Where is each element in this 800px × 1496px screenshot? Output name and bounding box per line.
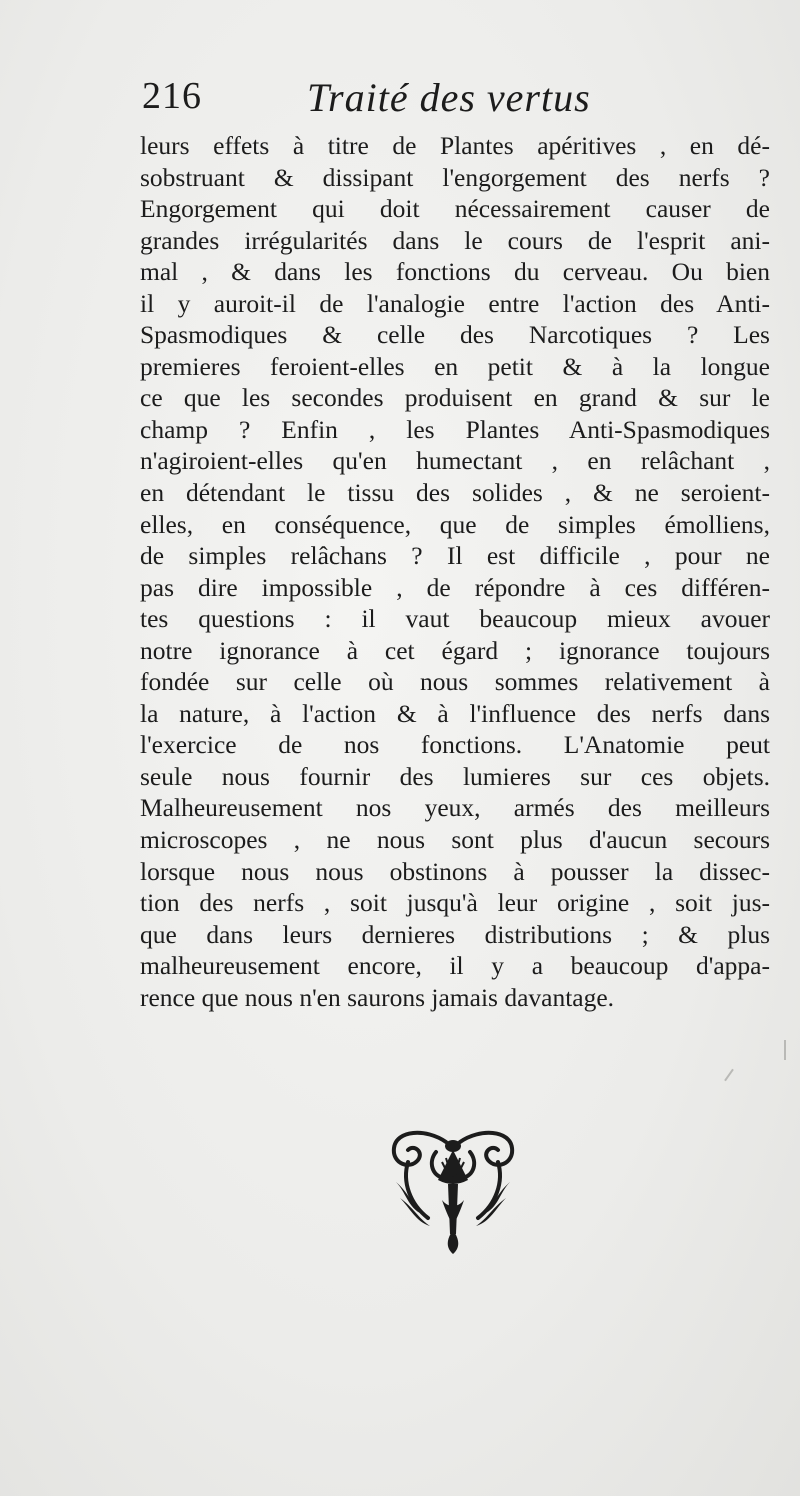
running-title: Traité des vertus	[307, 75, 591, 120]
text-line: rence que nous n'en saurons jamais davantage.	[140, 982, 615, 1012]
text-line: lorsque nous nous obstinons à pousser la dissec-	[140, 856, 770, 886]
text-line: Malheureusement nos yeux, armés des meilleurs	[140, 793, 770, 823]
text-line: Spasmodiques & celle des Narcotiques ? Les	[140, 320, 770, 350]
text-line: elles, en conséquence, que de simples émolliens,	[140, 509, 770, 539]
text-line: la nature, à l'action & à l'influence des nerfs dans	[140, 698, 770, 728]
text-line: fondée sur celle où nous sommes relativement à	[140, 667, 770, 697]
text-line: microscopes , ne nous sont plus d'aucun secours	[140, 825, 770, 855]
text-line: Engorgement qui doit nécessairement causer de	[140, 194, 770, 224]
page-number: 216	[142, 75, 202, 117]
text-line: seule nous fournir des lumieres sur ces objets.	[140, 761, 770, 791]
text-line: leurs effets à titre de Plantes apéritives , en dé-	[140, 131, 770, 160]
text-line: l'exercice de nos fonctions. L'Anatomie peut	[140, 730, 770, 760]
text-line: en détendant le tissu des solides , & ne seroient-	[140, 478, 770, 508]
text-line: malheureusement encore, il y a beaucoup d'appa-	[140, 951, 770, 981]
body-text	[140, 130, 780, 1013]
text-line: tes questions : il vaut beaucoup mieux avouer	[140, 604, 770, 634]
text-line: pas dire impossible , de répondre à ces différen-	[140, 572, 770, 602]
text-line: premieres feroient-elles en petit & à la longue	[140, 351, 770, 381]
text-line: que dans leurs dernieres distributions ; & plus	[140, 919, 770, 949]
page-header	[142, 74, 642, 134]
text-line: de simples relâchans ? Il est difficile , pour ne	[140, 541, 770, 571]
paper-mark	[784, 1040, 786, 1060]
text-line: notre ignorance à cet égard ; ignorance toujours	[140, 635, 770, 665]
text-line: mal , & dans les fonctions du cerveau. Ou bien	[140, 257, 770, 287]
text-line: ce que les secondes produisent en grand & sur le	[140, 383, 770, 413]
text-line: champ ? Enfin , les Plantes Anti-Spasmodiques	[140, 414, 770, 444]
text-line: sobstruant & dissipant l'engorgement des nerfs ?	[140, 162, 770, 192]
fleuron-ornament-icon	[388, 1122, 518, 1257]
text-line: il y auroit-il de l'analogie entre l'action des Anti-	[140, 288, 770, 318]
text-line: grandes irrégularités dans le cours de l'esprit ani-	[140, 225, 770, 255]
paper-mark	[724, 1069, 734, 1082]
text-line: n'agiroient-elles qu'en humectant , en relâchant ,	[140, 446, 770, 476]
text-line: tion des nerfs , soit jusqu'à leur origine , soit jus-	[140, 888, 770, 918]
